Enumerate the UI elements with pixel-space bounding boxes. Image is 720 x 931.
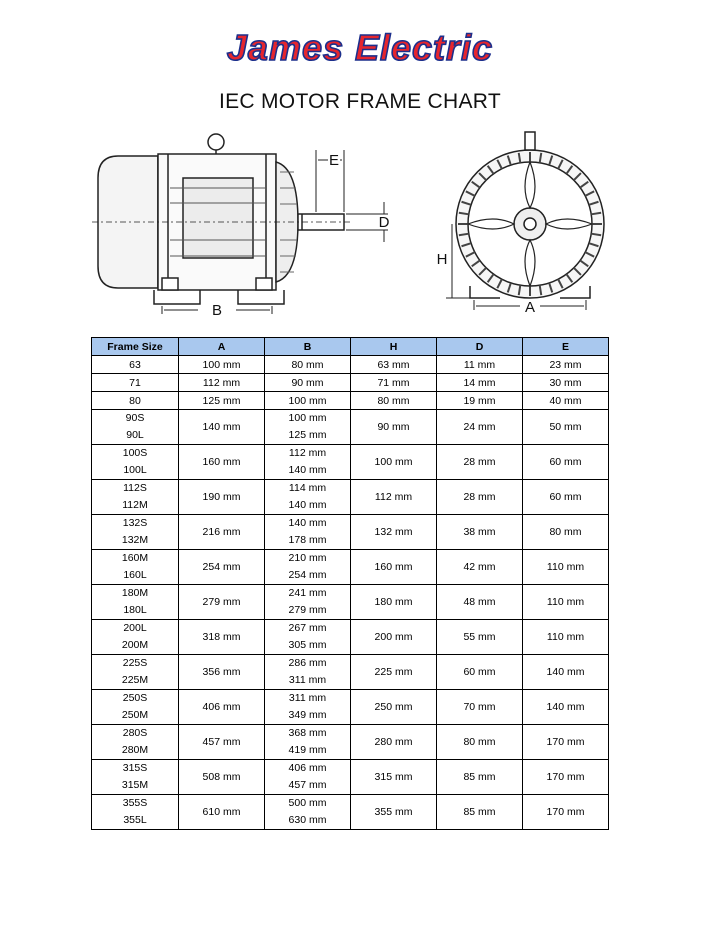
cell-frame-size-line: 90S [125,412,145,424]
cell-d: 85 mm [437,795,523,830]
table-row [92,760,609,795]
cell-d: 19 mm [437,392,523,410]
cell-d: 60 mm [437,655,523,690]
cell-h: 100 mm [351,445,437,480]
cell-frame-size [92,690,179,725]
cell-b-line: 140 mm [288,517,327,529]
cell-h: 63 mm [351,356,437,374]
cell-b-line: 140 mm [288,464,327,476]
header-b: B [265,338,351,356]
cell-e: 23 mm [523,356,609,374]
cell-h: 315 mm [351,760,437,795]
cell-d: 55 mm [437,620,523,655]
cell-frame-size-line: 315M [121,779,149,791]
cell-frame-size-line: 280M [121,744,149,756]
cell-frame-size: 71 [92,374,179,392]
cell-e: 30 mm [523,374,609,392]
cell-e: 60 mm [523,480,609,515]
cell-e: 170 mm [523,760,609,795]
cell-e: 140 mm [523,690,609,725]
cell-h: 80 mm [351,392,437,410]
cell-frame-size [92,410,179,445]
cell-frame-size-line: 200M [121,639,149,651]
cell-b-line: 125 mm [288,429,327,441]
cell-a: 508 mm [179,760,265,795]
cell-e: 110 mm [523,550,609,585]
cell-b-line: 500 mm [288,797,327,809]
cell-a: 356 mm [179,655,265,690]
cell-frame-size [92,550,179,585]
header-e: E [523,338,609,356]
cell-frame-size-line: 355S [122,797,148,809]
cell-d: 24 mm [437,410,523,445]
cell-a: 125 mm [179,392,265,410]
cell-frame-size-line: 132M [121,534,149,546]
table-row [92,655,609,690]
cell-frame-size-line: 132S [122,517,148,529]
table-row [92,410,609,445]
page-title: IEC MOTOR FRAME CHART [218,90,502,113]
cell-b [265,585,351,620]
cell-a: 279 mm [179,585,265,620]
cell-b-line: 311 mm [288,692,327,704]
cell-b-line: 349 mm [288,709,327,721]
cell-b [265,445,351,480]
cell-a: 254 mm [179,550,265,585]
cell-a: 318 mm [179,620,265,655]
cell-frame-size-line: 90L [126,429,144,441]
cell-b [265,655,351,690]
cell-h: 160 mm [351,550,437,585]
cell-frame-size: 63 [92,356,179,374]
cell-frame-size-line: 100L [123,464,147,476]
cell-b-line: 114 mm [288,482,327,494]
cell-e: 170 mm [523,725,609,760]
motor-front-view-diagram [430,128,630,318]
cell-b-line: 140 mm [288,499,327,511]
cell-frame-size-line: 280S [122,727,148,739]
header-a: A [179,338,265,356]
cell-h: 90 mm [351,410,437,445]
logo-text: James Electric [226,27,494,68]
cell-b-line: 210 mm [288,552,327,564]
cell-h: 180 mm [351,585,437,620]
cell-b-line: 254 mm [288,569,327,581]
table-row [92,515,609,550]
cell-frame-size-line: 180M [121,587,149,599]
cell-b-line: 286 mm [288,657,327,669]
cell-b-line: 241 mm [288,587,327,599]
cell-a: 100 mm [179,356,265,374]
header-h: H [351,338,437,356]
cell-b-line: 112 mm [288,447,327,459]
cell-e: 110 mm [523,585,609,620]
cell-e: 110 mm [523,620,609,655]
table-row [92,690,609,725]
cell-e: 170 mm [523,795,609,830]
cell-h: 280 mm [351,725,437,760]
cell-b-line: 305 mm [288,639,327,651]
cell-b [265,795,351,830]
cell-e: 140 mm [523,655,609,690]
cell-b [265,410,351,445]
cell-b [265,690,351,725]
cell-h: 250 mm [351,690,437,725]
header-d: D [437,338,523,356]
cell-b-line: 311 mm [288,674,327,686]
cell-b-line: 368 mm [288,727,327,739]
cell-frame-size-line: 180L [123,604,147,616]
cell-e: 80 mm [523,515,609,550]
cell-d: 48 mm [437,585,523,620]
cell-h: 225 mm [351,655,437,690]
cell-frame-size-line: 250M [121,709,149,721]
cell-b-line: 406 mm [288,762,327,774]
table-row [92,480,609,515]
cell-a: 406 mm [179,690,265,725]
cell-b [265,725,351,760]
label-d: D [378,214,390,231]
cell-a: 216 mm [179,515,265,550]
cell-b-line: 279 mm [288,604,327,616]
cell-frame-size [92,725,179,760]
frame-chart [91,337,609,830]
frame-size-table [91,337,609,830]
cell-d: 28 mm [437,480,523,515]
james-electric-logo [0,22,720,82]
table-row [92,795,609,830]
cell-h: 132 mm [351,515,437,550]
cell-b-line: 267 mm [288,622,327,634]
cell-frame-size-line: 160M [121,552,149,564]
cell-b [265,760,351,795]
cell-b-line: 419 mm [288,744,327,756]
cell-frame-size-line: 250S [122,692,148,704]
cell-frame-size-line: 200L [123,622,147,634]
cell-d: 42 mm [437,550,523,585]
cell-frame-size-line: 355L [123,814,147,826]
label-b: B [211,302,223,318]
cell-a: 140 mm [179,410,265,445]
cell-frame-size [92,585,179,620]
cell-a: 160 mm [179,445,265,480]
label-e: E [328,152,340,169]
cell-frame-size-line: 225M [121,674,149,686]
cell-d: 80 mm [437,725,523,760]
cell-a: 610 mm [179,795,265,830]
cell-b-line: 630 mm [288,814,327,826]
table-row [92,392,609,410]
cell-frame-size-line: 112S [123,482,147,494]
cell-frame-size-line: 315S [122,762,148,774]
table-row [92,550,609,585]
header-frame-size: Frame Size [92,338,179,356]
cell-d: 38 mm [437,515,523,550]
cell-b [265,550,351,585]
table-row [92,725,609,760]
cell-frame-size [92,445,179,480]
cell-h: 71 mm [351,374,437,392]
cell-b: 80 mm [265,356,351,374]
cell-a: 190 mm [179,480,265,515]
table-row [92,356,609,374]
cell-b-line: 457 mm [288,779,327,791]
cell-d: 14 mm [437,374,523,392]
cell-frame-size [92,480,179,515]
cell-frame-size [92,620,179,655]
cell-a: 112 mm [179,374,265,392]
cell-h: 355 mm [351,795,437,830]
table-row [92,620,609,655]
cell-b [265,480,351,515]
cell-frame-size [92,760,179,795]
cell-b-line: 178 mm [288,534,327,546]
table-row [92,445,609,480]
cell-frame-size: 80 [92,392,179,410]
label-a: A [524,299,536,316]
cell-frame-size [92,515,179,550]
cell-b-line: 100 mm [288,412,327,424]
cell-b: 90 mm [265,374,351,392]
motor-side-view-diagram [88,128,408,318]
cell-b: 100 mm [265,392,351,410]
label-h: H [436,251,448,268]
cell-frame-size-line: 160L [123,569,147,581]
cell-frame-size [92,795,179,830]
cell-d: 11 mm [437,356,523,374]
cell-e: 50 mm [523,410,609,445]
cell-h: 200 mm [351,620,437,655]
cell-b [265,620,351,655]
table-row [92,585,609,620]
cell-e: 40 mm [523,392,609,410]
table-row [92,374,609,392]
cell-a: 457 mm [179,725,265,760]
cell-frame-size [92,655,179,690]
cell-frame-size-line: 100S [122,447,148,459]
cell-e: 60 mm [523,445,609,480]
cell-frame-size-line: 225S [122,657,148,669]
cell-frame-size-line: 112M [122,499,148,511]
cell-d: 28 mm [437,445,523,480]
cell-h: 112 mm [351,480,437,515]
cell-b [265,515,351,550]
cell-d: 70 mm [437,690,523,725]
table-header-row [92,338,609,356]
cell-d: 85 mm [437,760,523,795]
